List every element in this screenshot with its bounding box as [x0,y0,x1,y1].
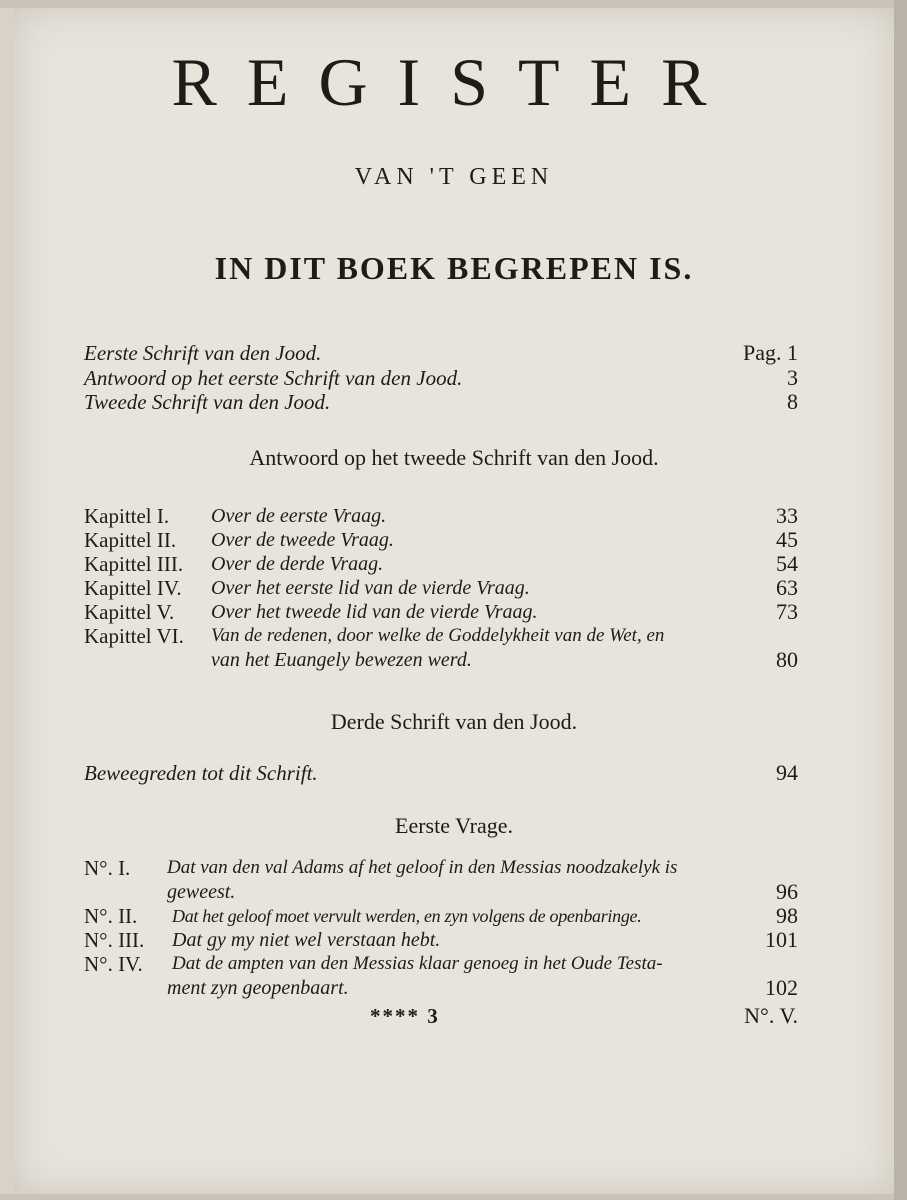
chapter-page-6: 80 [776,647,798,672]
item-page-2: 98 [776,903,798,928]
item-text-4: Dat de ampten van den Messias klaar genoeg in het Oude Testa- [172,953,663,974]
intro-entry-1: Eerste Schrift van den Jood. [84,341,322,365]
intro-entry-3: Tweede Schrift van den Jood. [84,390,331,414]
chapter-text-5: Over het tweede lid van de vierde Vraag. [211,601,538,623]
item-text-1: Dat van den val Adams af het geloof in den Messias noodzakelyk is [167,857,678,878]
chapter-text-3: Over de derde Vraag. [211,553,384,575]
chapter-label-3: Kapittel III. [84,552,184,576]
chapter-page-1: 33 [776,503,798,528]
chapter-page-2: 45 [776,527,798,552]
intro-page-2: 3 [787,365,798,390]
catchword: N°. V. [744,1003,798,1028]
item-text-4-continued: ment zyn geopenbaart. [167,977,349,999]
section-heading-derde: Derde Schrift van den Jood. [330,709,578,734]
item-label-2: N°. II. [84,904,138,928]
section-heading-antwoord: Antwoord op het tweede Schrift van den Jood. [249,445,659,470]
book-page [14,8,894,1194]
intro-entry-2: Antwoord op het eerste Schrift van den Jood. [84,366,463,390]
chapter-page-5: 73 [776,599,798,624]
page-left-edge [0,8,14,1194]
chapter-page-4: 63 [776,575,798,600]
page-title: REGISTER [171,44,737,120]
page-heading: IN DIT BOEK BEGREPEN IS. [214,250,694,286]
chapter-text-2: Over de tweede Vraag. [211,529,394,551]
item-text-2: Dat het geloof moet vervult werden, en zyn volgens de openbaringe. [172,906,642,926]
section-heading-eerste-vrage: Eerste Vrage. [395,813,513,838]
derde-page: 94 [776,760,798,785]
chapter-label-5: Kapittel V. [84,600,175,624]
item-text-1-continued: geweest. [167,881,236,903]
item-label-3: N°. III. [84,928,145,952]
chapter-text-6-continued: van het Euangely bewezen werd. [211,649,472,671]
item-text-3: Dat gy my niet wel verstaan hebt. [172,929,441,951]
chapter-label-6: Kapittel VI. [84,624,184,648]
chapter-text-6: Van de redenen, door welke de Goddelykheit van de Wet, en [211,625,665,646]
derde-entry: Beweegreden tot dit Schrift. [84,761,318,785]
chapter-label-1: Kapittel I. [84,504,170,528]
intro-page-1: Pag. 1 [743,340,798,365]
item-label-1: N°. I. [84,856,131,880]
chapter-page-3: 54 [776,551,798,576]
chapter-label-2: Kapittel II. [84,528,177,552]
page-subtitle: VAN 'T GEEN [354,164,554,190]
chapter-text-1: Over de eerste Vraag. [211,505,387,527]
item-page-1: 96 [776,879,798,904]
intro-page-3: 8 [787,389,798,414]
item-page-4: 102 [765,975,798,1000]
printer-signature: **** 3 [370,1004,440,1028]
page-right-edge [894,0,907,1200]
chapter-label-4: Kapittel IV. [84,576,182,600]
item-label-4: N°. IV. [84,952,143,976]
item-page-3: 101 [765,927,798,952]
chapter-text-4: Over het eerste lid van de vierde Vraag. [211,577,530,599]
